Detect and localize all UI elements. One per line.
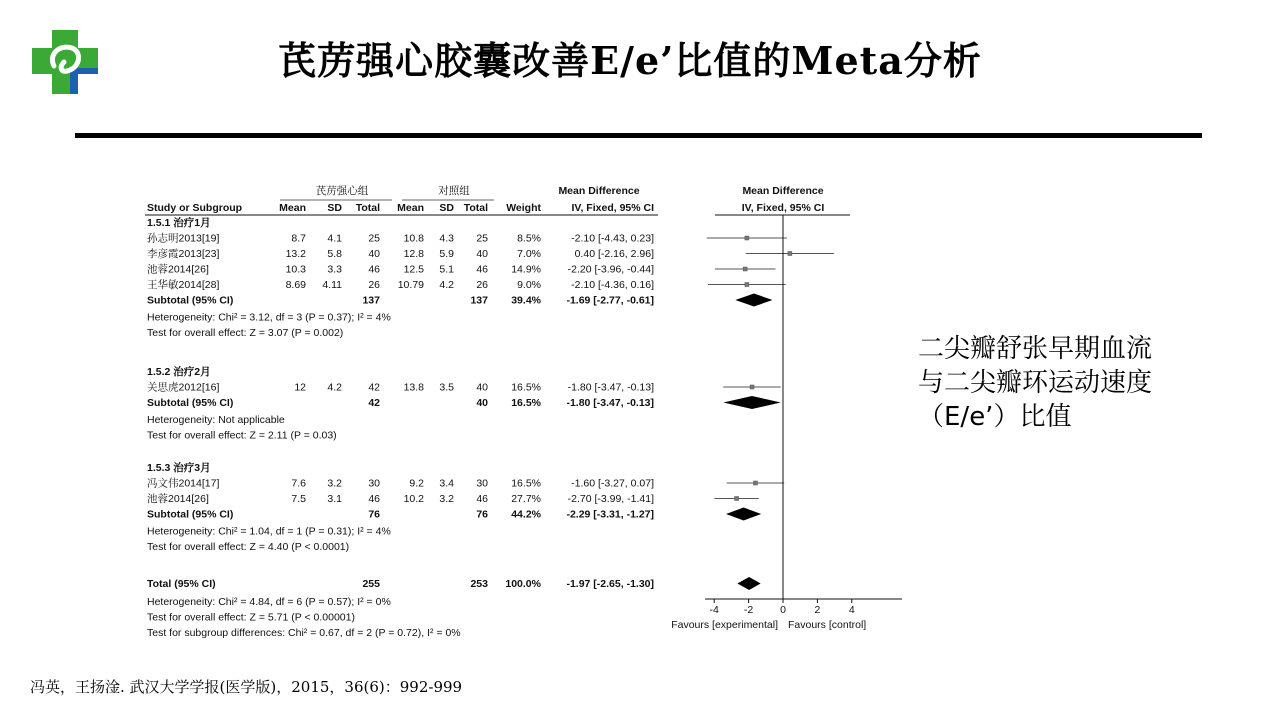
study-2-1-sd2: 3.5 [439,381,454,394]
study-2-1-weight: 16.5% [511,381,541,394]
subgroup-2-heterogeneity: Heterogeneity: Not applicable [147,414,285,426]
md-column-header: Mean Difference [558,185,640,197]
favours-experimental-label: Favours [experimental] [671,619,778,631]
citation: 冯英，王扬淦. 武汉大学学报(医学版)，2015，36(6)：992-999 [30,678,463,696]
footer-line-3: Test for subgroup differences: Chi² = 0.67, df = 2 (P = 0.72), I² = 0% [147,627,461,639]
subtotal-2-diamond [723,396,780,409]
subgroup-2-overall-effect: Test for overall effect: Z = 2.11 (P = 0.03) [147,429,337,442]
subgroup-1-label: 1.5.1 治疗1月 [147,217,211,229]
study-3-2-total2: 46 [476,493,488,505]
study-1-1-sd1: 4.1 [327,232,342,245]
footer-line-1: Heterogeneity: Chi² = 4.84, df = 6 (P = 0.57); I² = 0% [147,596,391,608]
subtotal-1-weight: 39.4% [511,294,541,307]
total-md-ci: -1.97 [-2.65, -1.30] [566,578,654,590]
study-1-1-point [745,236,749,240]
study-3-2-point [735,497,739,501]
subgroup-1-overall-effect: Test for overall effect: Z = 3.07 (P = 0.002) [147,327,344,339]
subtotal-2-total2: 40 [476,397,488,409]
subgroup-3-overall-effect: Test for overall effect: Z = 4.40 (P < 0.0001) [147,541,350,553]
study-2-1-mean2: 13.8 [403,381,424,394]
study-2-1-total2: 40 [476,381,488,394]
subgroup-2-label: 1.5.2 治疗2月 [147,366,211,378]
subgroup-3-label: 1.5.3 治疗3月 [147,462,211,474]
side-note-line-2: 与二尖瓣环运动速度 [918,368,1153,398]
subtotal-3-total1: 76 [368,508,380,521]
col-mean2-header: Mean [397,202,424,214]
subtotal-1-total2: 137 [470,294,488,307]
study-1-3-sd2: 5.1 [439,263,454,276]
subtotal-1-name: Subtotal (95% CI) [147,294,234,307]
study-3-1-mean1: 7.6 [291,477,306,490]
study-1-2-name: 李彦霞2013[23] [147,248,220,260]
study-2-1-total1: 42 [368,381,380,394]
study-1-2-weight: 7.0% [517,248,541,260]
study-3-2-sd2: 3.2 [439,493,454,505]
study-1-4-mean1: 8.69 [285,279,306,291]
footer-line-2: Test for overall effect: Z = 5.71 (P < 0.00001) [147,611,355,624]
study-3-1-sd2: 3.4 [439,477,454,490]
study-2-1-sd1: 4.2 [327,381,342,394]
subtotal-1-total1: 137 [362,294,380,307]
col-md-header: IV, Fixed, 95% CI [571,202,654,214]
study-3-2-total1: 46 [368,493,380,505]
study-1-4-sd1: 4.11 [322,279,342,291]
study-1-4-total2: 26 [476,279,488,291]
col-total2-header: Total [463,202,488,214]
study-1-1-mean2: 10.8 [403,232,424,245]
subtotal-2-md-ci: -1.80 [-3.47, -0.13] [566,397,654,409]
study-3-1-mean2: 9.2 [409,477,424,490]
study-3-1-total1: 30 [368,477,380,490]
study-1-4-point [745,283,749,287]
x-tick-label-4: 4 [848,604,855,616]
study-3-2-md-ci: -2.70 [-3.99, -1.41] [567,493,654,505]
study-3-2-mean2: 10.2 [403,493,424,505]
study-1-4-name: 王华敏2014[28] [147,279,220,291]
study-1-1-sd2: 4.3 [439,232,454,245]
study-1-1-mean1: 8.7 [291,232,306,245]
study-3-2-mean1: 7.5 [291,493,306,505]
col-mean1-header: Mean [279,202,306,214]
x-tick-label-2: 0 [780,604,786,616]
study-2-1-name: 关思虎2012[16] [147,381,220,394]
slide-title: 芪苈强心胶囊改善E/e’比值的Meta分析 [278,38,982,83]
subtotal-1-md-ci: -1.69 [-2.77, -0.61] [566,294,654,307]
study-1-3-name: 池蓉2014[26] [147,263,209,276]
study-3-1-name: 冯文伟2014[17] [147,477,220,490]
title-rule [75,133,1202,138]
forest-plot [120,170,920,650]
study-1-4-total1: 26 [368,279,380,291]
study-2-1-point [750,385,754,389]
study-1-1-md-ci: -2.10 [-4.43, 0.23] [571,232,654,245]
study-1-2-total2: 40 [476,248,488,260]
control-group-header: 对照组 [438,185,470,197]
subtotal-3-weight: 44.2% [511,508,541,521]
side-note-line-1: 二尖瓣舒张早期血流 [918,334,1153,364]
study-1-2-total1: 40 [368,248,380,260]
subtotal-2-weight: 16.5% [511,397,541,409]
study-1-3-total1: 46 [368,263,380,276]
study-3-1-total2: 30 [476,477,488,490]
subtotal-1-diamond [735,294,772,307]
col-study-header: Study or Subgroup [147,202,243,214]
study-1-4-weight: 9.0% [517,279,541,291]
subtotal-3-name: Subtotal (95% CI) [147,508,234,521]
study-1-4-md-ci: -2.10 [-4.36, 0.16] [571,279,654,291]
study-3-1-sd1: 3.2 [327,477,342,490]
subtotal-2-total1: 42 [368,397,380,409]
side-note-line-3: （E/e’）比值 [918,402,1072,432]
subtotal-3-md-ci: -2.29 [-3.31, -1.27] [566,508,654,521]
experimental-group-header: 芪苈强心组 [315,185,369,197]
study-1-3-md-ci: -2.20 [-3.96, -0.44] [567,263,654,276]
subtotal-3-diamond [726,508,761,521]
study-3-1-point [753,481,757,485]
plot-column-header: Mean Difference [742,185,824,197]
favours-control-label: Favours [control] [788,619,867,631]
study-1-3-mean2: 12.5 [403,263,424,276]
study-3-1-weight: 16.5% [511,477,541,490]
col-sd2-header: SD [439,202,454,214]
study-1-1-name: 孙志明2013[19] [147,232,220,245]
study-1-3-sd1: 3.3 [327,263,342,276]
study-3-1-md-ci: -1.60 [-3.27, 0.07] [571,477,654,490]
subgroup-3-heterogeneity: Heterogeneity: Chi² = 1.04, df = 1 (P = 0.31); I² = 4% [147,525,391,538]
total-total1: 255 [362,578,380,590]
study-1-2-point [788,252,792,256]
study-1-2-sd1: 5.8 [327,248,342,260]
study-1-2-sd2: 5.9 [439,248,454,260]
study-2-1-mean1: 12 [294,381,306,394]
study-1-4-mean2: 10.79 [397,279,424,291]
col-total1-header: Total [355,202,380,214]
study-1-2-mean1: 13.2 [285,248,306,260]
study-3-2-name: 池蓉2014[26] [147,493,209,505]
study-1-4-sd2: 4.2 [439,279,454,291]
total-diamond [737,577,760,590]
study-1-2-mean2: 12.8 [403,248,424,260]
side-note [918,332,1248,434]
study-1-3-point [743,267,747,271]
study-1-1-total2: 25 [476,232,488,245]
study-1-2-md-ci: 0.40 [-2.16, 2.96] [574,248,654,260]
subtotal-3-total2: 76 [476,508,488,521]
total-weight: 100.0% [505,578,541,590]
col-sd1-header: SD [327,202,342,214]
col-plot-header: IV, Fixed, 95% CI [741,202,825,214]
total-total2: 253 [470,578,488,590]
study-1-1-total1: 25 [368,232,380,245]
study-3-2-sd1: 3.1 [327,493,342,505]
x-tick-label-0: -4 [709,604,719,616]
col-weight-header: Weight [506,202,541,214]
total-name: Total (95% CI) [147,578,216,590]
subtotal-2-name: Subtotal (95% CI) [147,397,234,409]
study-1-3-mean1: 10.3 [285,263,306,276]
study-2-1-md-ci: -1.80 [-3.47, -0.13] [567,381,654,394]
logo-blue-corner [70,68,98,94]
study-1-1-weight: 8.5% [517,232,541,245]
x-tick-label-3: 2 [814,604,821,616]
subgroup-1-heterogeneity: Heterogeneity: Chi² = 3.12, df = 3 (P = 0.37); I² = 4% [147,311,391,324]
study-3-2-weight: 27.7% [511,493,541,505]
study-1-3-total2: 46 [476,263,488,276]
x-tick-label-1: -2 [743,604,754,616]
hospital-logo [30,28,100,96]
study-1-3-weight: 14.9% [511,263,541,276]
